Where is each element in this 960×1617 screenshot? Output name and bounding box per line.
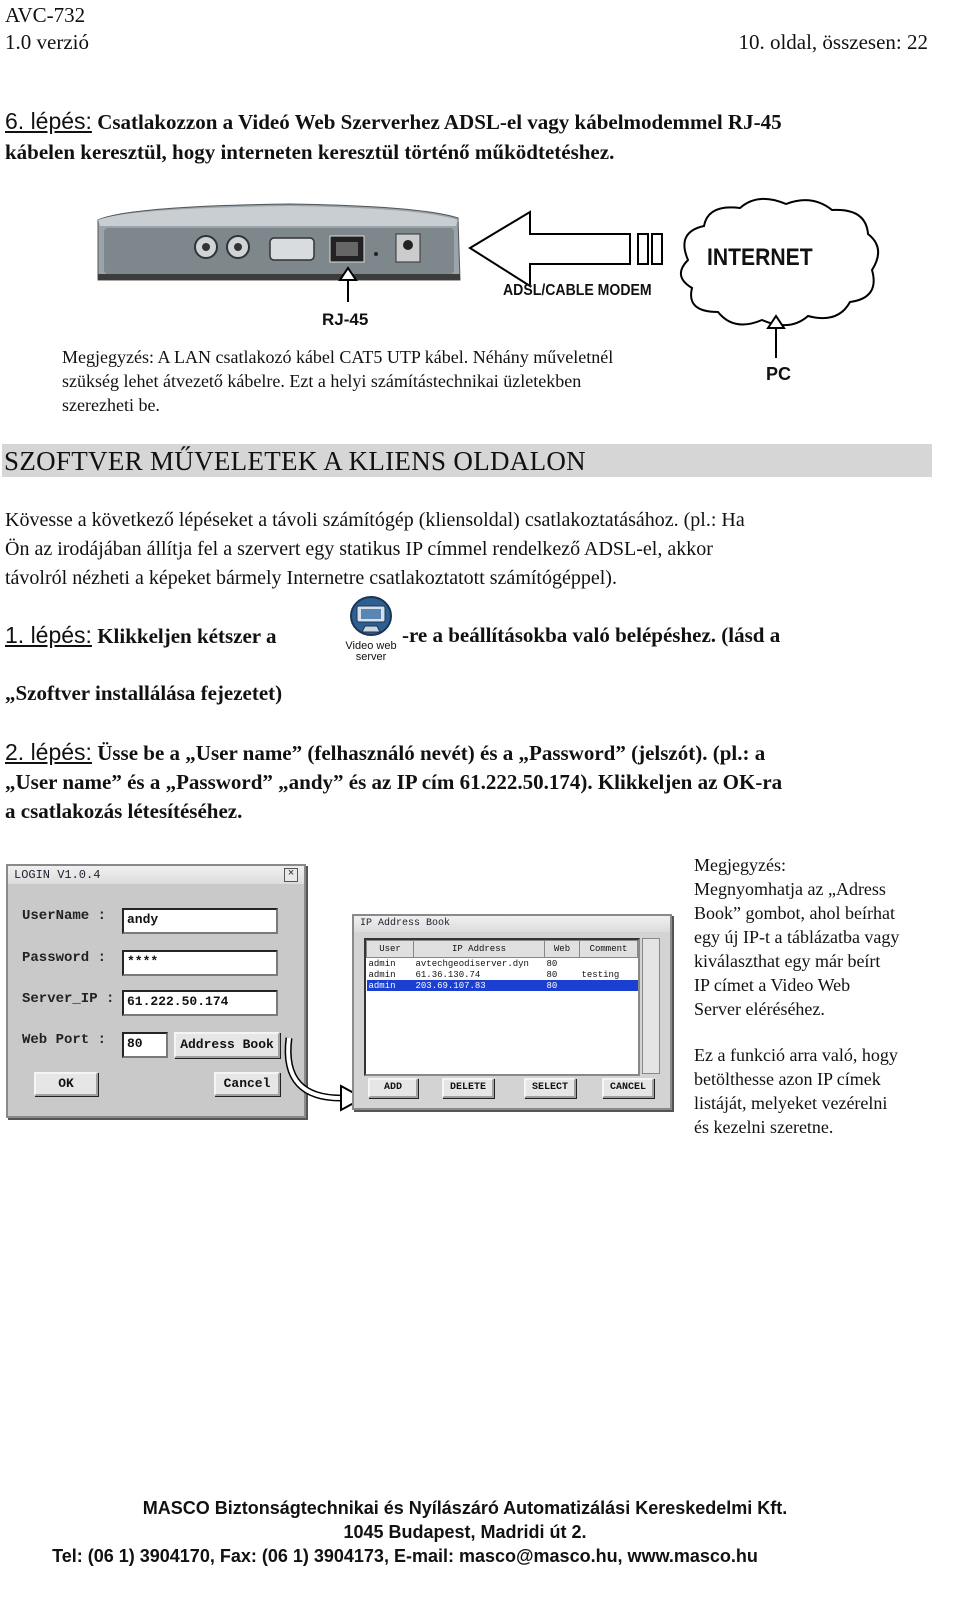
intro-line1: Kövesse a következő lépéseket a távoli számítógép (kliensoldal) csatlakoztatásához. (pl.: Ha: [5, 509, 745, 531]
internet-label: INTERNET: [707, 244, 813, 271]
cell-user: admin: [367, 980, 414, 991]
step6-title: 6. lépés:: [5, 108, 92, 134]
username-label: UserName :: [22, 908, 107, 924]
side-note-line: Server eléréséhez.: [694, 999, 825, 1019]
lan-note-line2: szükség lehet átvezető kábelre. Ezt a helyi számítástechnikai üzletekben: [62, 371, 582, 391]
pc-label: PC: [766, 364, 792, 384]
cell-web: 80: [546, 969, 558, 980]
video-web-server-glyph: [348, 594, 394, 638]
step6-line2: kábelen keresztül, hogy interneten keresztül történő működtetéshez.: [5, 140, 615, 164]
side-note-line: Ez a funkció arra való, hogy: [694, 1045, 898, 1065]
ok-button[interactable]: OK: [34, 1072, 98, 1096]
modem-label: ADSL/CABLE MODEM: [503, 282, 652, 299]
password-field[interactable]: ****: [122, 950, 278, 976]
cell-ip: avtechgeodiserver.dyn: [415, 958, 529, 969]
step2-line2: „User name” és a „Password” „andy” és az IP cím 61.222.50.174). Klikkeljen az OK-ra: [5, 770, 783, 794]
section-heading: SZOFTVER MŰVELETEK A KLIENS OLDALON: [2, 444, 932, 477]
web-port-field[interactable]: 80: [122, 1032, 168, 1058]
login-title: LOGIN V1.0.4: [14, 868, 101, 882]
table-row-selected[interactable]: [367, 980, 638, 991]
side-note-line: kiválaszthat egy már beírt: [694, 951, 881, 971]
side-note-line: Megnyomhatja az „Adress: [694, 879, 886, 899]
icon-label-1: Video web: [345, 640, 397, 652]
web-port-label: Web Port :: [22, 1032, 107, 1048]
col-web[interactable]: Web: [545, 941, 580, 958]
cell-web: 80: [546, 958, 558, 969]
side-note-line: IP címet a Video Web: [694, 975, 851, 995]
video-web-server-icon[interactable]: [336, 594, 406, 670]
side-note-line: Megjegyzés:: [694, 855, 786, 875]
table-row[interactable]: [367, 969, 638, 980]
col-ip[interactable]: IP Address: [414, 941, 545, 958]
login-dialog: [6, 864, 306, 1118]
cell-user: admin: [368, 958, 396, 969]
side-note-line: egy új IP-t a táblázatba vagy: [694, 927, 900, 947]
address-book-button[interactable]: Address Book: [174, 1032, 280, 1058]
col-comment[interactable]: Comment: [580, 941, 638, 958]
password-label: Password :: [22, 950, 107, 966]
intro-line3: távolról nézheti a képeket bármely Internetre csatlakoztatott számítógéppel).: [5, 567, 617, 589]
arrow-left-icon: [470, 212, 630, 286]
address-book-title: IP Address Book: [360, 918, 451, 929]
step2-line3: a csatlakozás létesítéséhez.: [5, 799, 243, 823]
step1-text-a: [5, 620, 276, 651]
footer-company: MASCO Biztonságtechnikai és Nyílászáró Automatizálási Kereskedelmi Kft.: [142, 1498, 788, 1518]
lan-note-line3: szerezheti be.: [62, 395, 160, 415]
server-ip-field[interactable]: 61.222.50.174: [122, 990, 278, 1016]
col-user[interactable]: User: [367, 941, 414, 958]
add-button[interactable]: ADD: [368, 1078, 418, 1098]
doc-version: 1.0 verzió: [5, 30, 89, 54]
side-note-line: Book” gombot, ahol beírhat: [694, 903, 895, 923]
step6-line1: Csatlakozzon a Videó Web Szerverhez ADSL-el vagy kábelmodemmel RJ-45: [91, 110, 782, 134]
cell-web: 80: [545, 980, 580, 991]
address-scrollbar[interactable]: [642, 938, 660, 1074]
step2-text: [5, 738, 935, 826]
cell-ip: 61.36.130.74: [415, 969, 481, 980]
cell-comment: [580, 980, 638, 991]
close-icon[interactable]: ×: [284, 868, 298, 882]
cancel-button[interactable]: Cancel: [214, 1072, 280, 1096]
username-field[interactable]: andy: [122, 908, 278, 934]
video-server-device: [98, 204, 460, 280]
cell-comment: testing: [581, 969, 620, 980]
address-book-dialog: [352, 914, 672, 1110]
step1-text-c: „Szoftver installálása fejezetet): [5, 681, 283, 705]
footer-contact: Tel: (06 1) 3904170, Fax: (06 1) 3904173, E-mail: masco@masco.hu, www.masco.hu: [52, 1546, 758, 1566]
step6-text: [5, 106, 935, 167]
intro-line2: Ön az irodájában állítja fel a szervert egy statikus IP címmel rendelkező ADSL-el, akkor: [5, 538, 713, 560]
side-note: [694, 853, 944, 1139]
login-titlebar: [8, 866, 304, 884]
address-cancel-button[interactable]: CANCEL: [602, 1078, 654, 1098]
side-note-line: és kezelni szeretne.: [694, 1117, 834, 1137]
intro-paragraph: [5, 506, 935, 593]
step1-text-b: -re a beállításokba való belépéshez. (lásd a: [402, 623, 781, 647]
cell-user: admin: [368, 969, 396, 980]
step2-line1: Üsse be a „User name” (felhasználó nevét) és a „Password” (jelszót). (pl.: a: [91, 741, 766, 765]
side-note-line: listáját, melyeket vezérelni: [694, 1093, 888, 1113]
select-button[interactable]: SELECT: [524, 1078, 576, 1098]
address-table-box: [364, 938, 640, 1076]
page-info: 10. oldal, összesen: 22: [738, 30, 928, 54]
address-table: [366, 940, 638, 991]
step1-label-a: Klikkeljen kétszer a: [91, 624, 277, 648]
step1-title: 1. lépés:: [5, 622, 92, 648]
delete-button[interactable]: DELETE: [442, 1078, 494, 1098]
cell-comment: [580, 958, 638, 970]
side-note-line: betölthesse azon IP címek: [694, 1069, 881, 1089]
step2-title: 2. lépés:: [5, 739, 92, 765]
rj45-label: RJ-45: [322, 310, 369, 329]
server-ip-label: Server_IP :: [22, 991, 115, 1007]
table-row[interactable]: [367, 958, 638, 970]
address-book-titlebar: [354, 916, 670, 932]
footer-address: 1045 Budapest, Madridi út 2.: [343, 1522, 587, 1542]
doc-code: AVC-732: [5, 3, 86, 27]
lan-note-line1: Megjegyzés: A LAN csatlakozó kábel CAT5 UTP kábel. Néhány műveletnél: [62, 347, 614, 367]
icon-label-2: server: [355, 651, 387, 663]
cell-ip: 203.69.107.83: [414, 980, 545, 991]
lan-note: [62, 345, 722, 417]
